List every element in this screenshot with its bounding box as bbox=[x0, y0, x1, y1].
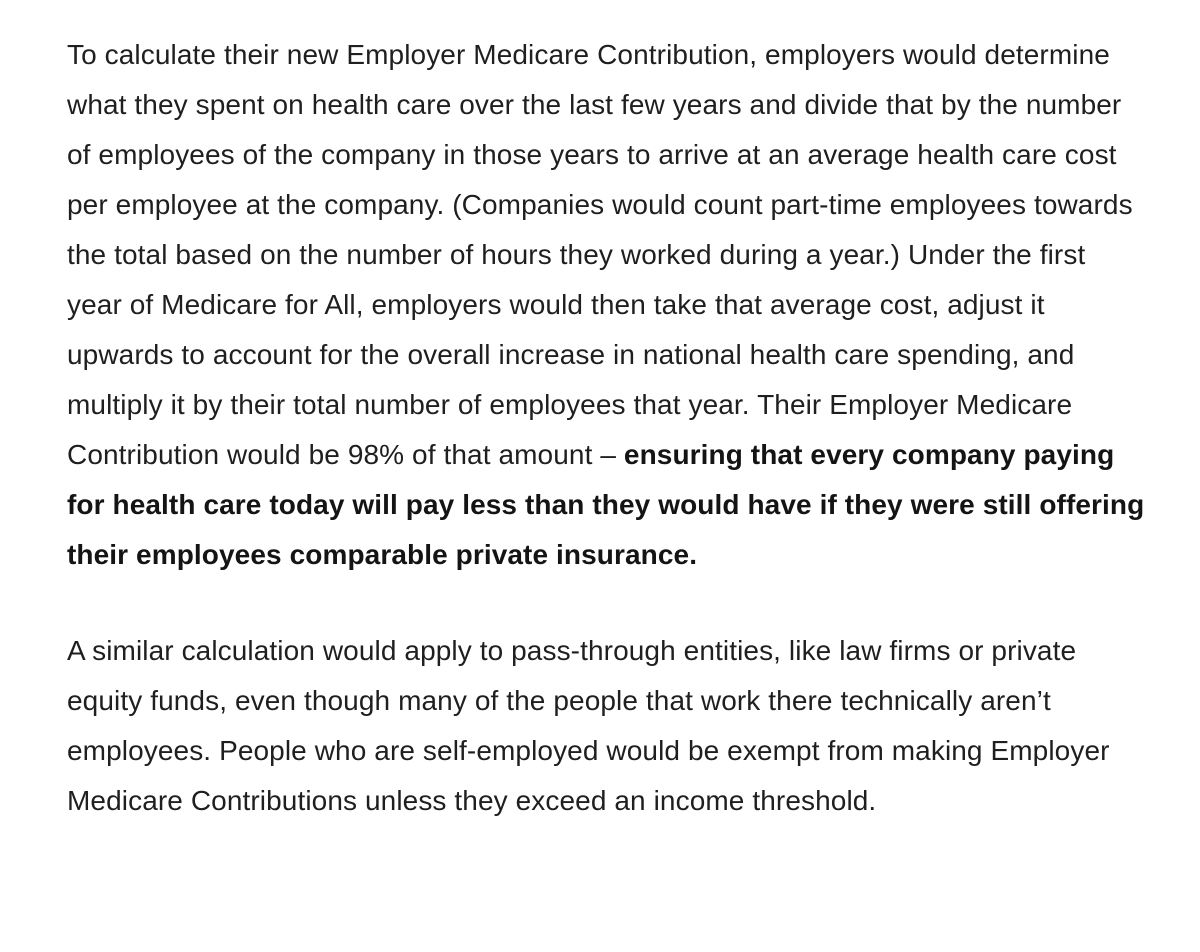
paragraph-employer-contribution bbox=[67, 30, 1147, 580]
paragraph-bold-text: ensuring that every company paying for health care today will pay less than they would have if they were still offering their employees comparable private insurance. bbox=[67, 439, 1145, 570]
paragraph-text: A similar calculation would apply to pass-through entities, like law firms or private equity funds, even though many of the people that work there technically aren’t employees. People who are self-employed would be exempt from making Employer Medicare Contributions unless they exceed an income threshold. bbox=[67, 635, 1110, 816]
paragraph-pass-through bbox=[67, 626, 1147, 826]
paragraph-text: To calculate their new Employer Medicare Contribution, employers would determine what they spent on health care over the last few years and divide that by the number of employees of the company in those years to arrive at an average health care cost per employee at the company. (Companies would count part-time employees towards the total based on the number of hours they worked during a year.) Under the first year of Medicare for All, employers would then take that average cost, adjust it upwards to account for the overall increase in national health care spending, and multiply it by their total number of employees that year. Their Employer Medicare Contribution would be 98% of that amount – bbox=[67, 39, 1133, 470]
article-body bbox=[67, 30, 1147, 826]
